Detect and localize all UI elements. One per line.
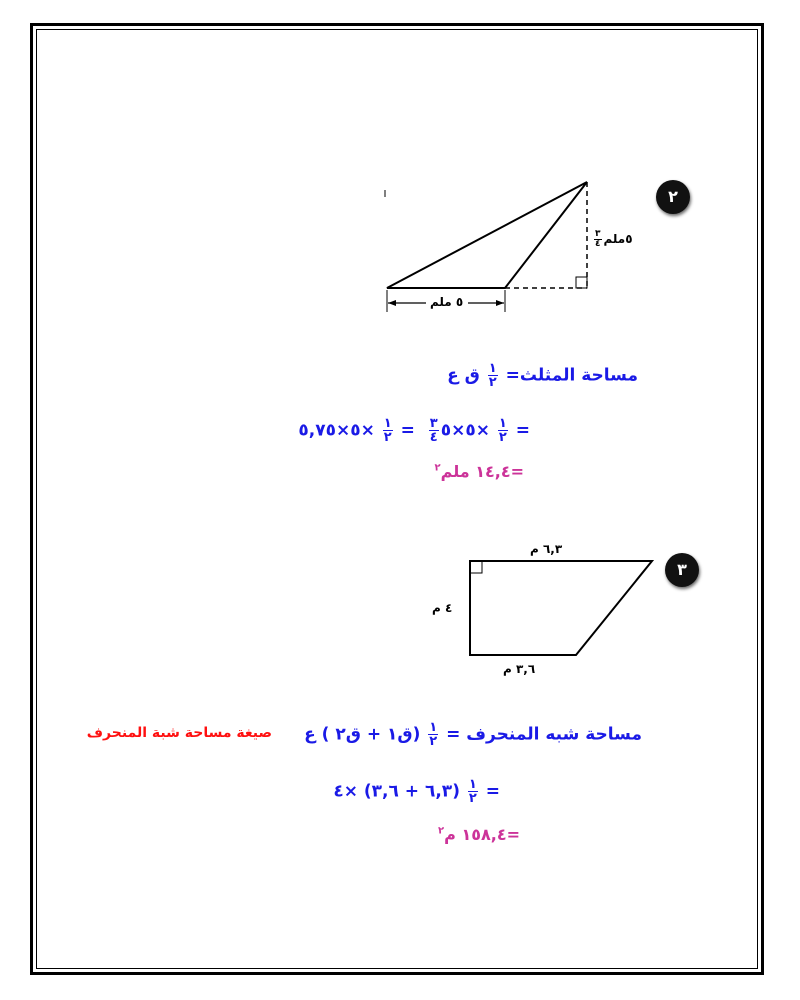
triangle-calculation-step: = $\frac{١}{٢}$ ×٥×٥ $\frac{٣}{٤}$ = $\frac{١}{٢}$ ×٥×٥,٧٥ <box>298 416 530 445</box>
trapezoid-formula-note: صيغة مساحة شبة المنحرف <box>86 725 272 741</box>
trapezoid-bottom-label: ٣,٦ م <box>503 662 536 676</box>
triangle-area-result: =١٤,٤ ملم$^٢$ <box>434 462 524 481</box>
half-fraction: $\frac{١}{٢}$ <box>383 416 392 445</box>
triangle-area-formula: مساحة المثلث= $\frac{١}{٢}$ ق ع <box>447 361 638 390</box>
triangle-base-label: ٥ ملم <box>430 295 464 309</box>
trapezoid-area-formula: مساحة شبه المنحرف = $\frac{١}{٢}$ (ق١ + ق٢ ) ع <box>304 720 642 749</box>
right-angle-marker <box>470 561 482 573</box>
height-fraction: $\frac{٣}{٤}$ <box>595 229 601 249</box>
trapezoid-side-label: ٤ م <box>432 601 453 615</box>
problem-number-badge-2: ٢ <box>656 180 690 214</box>
trapezoid-calculation-step: = $\frac{١}{٢}$ (٦,٣ + ٣,٦) ×٤ <box>333 777 500 806</box>
trapezoid-area-result: =١٥٨,٤ م$^٢$ <box>438 825 520 844</box>
half-fraction: $\frac{١}{٢}$ <box>429 720 438 749</box>
half-fraction: $\frac{١}{٢}$ <box>488 361 497 390</box>
triangle-height-label: ٥ملم $\frac{٣}{٤}$ <box>595 229 633 249</box>
half-fraction: $\frac{١}{٢}$ <box>468 777 477 806</box>
half-fraction: $\frac{١}{٢}$ <box>498 416 507 445</box>
trapezoid-shape <box>470 561 652 655</box>
problem-number-badge-3: ٣ <box>665 553 699 587</box>
three-quarters-fraction: $\frac{٣}{٤}$ <box>429 416 438 445</box>
trapezoid-top-label: ٦,٣ م <box>530 542 563 556</box>
